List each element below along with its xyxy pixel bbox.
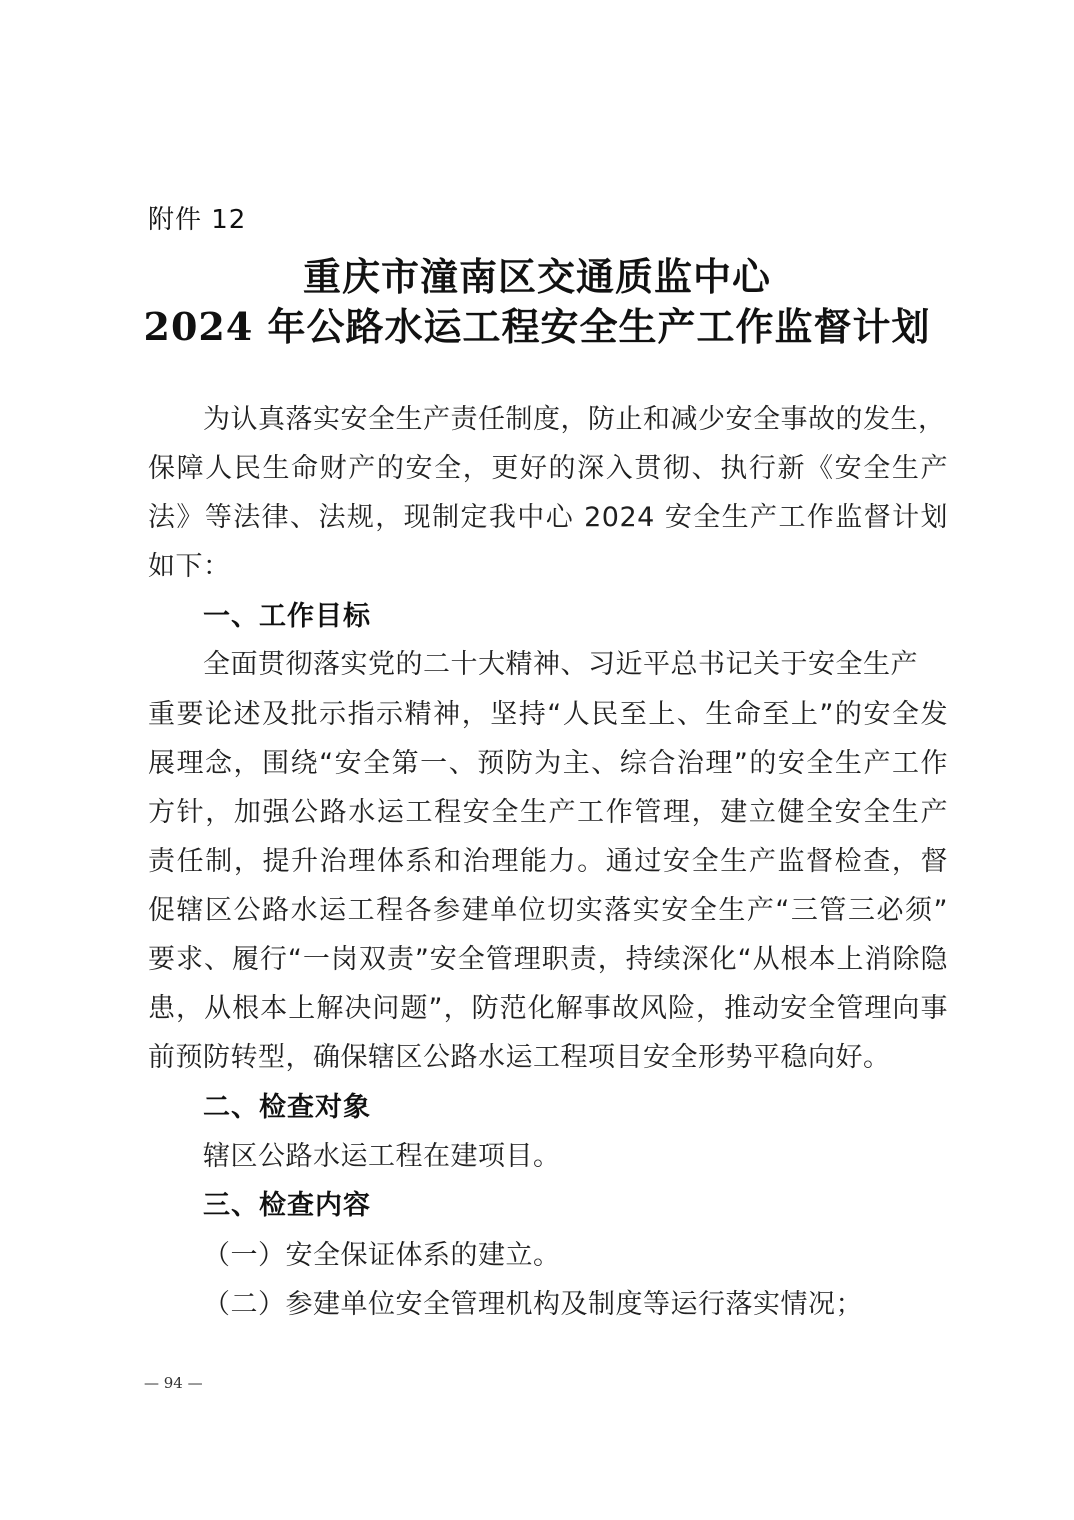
intro-line-2: 保障人民生命财产的安全，更好的深入贯彻、执行新《安全生产	[148, 453, 948, 484]
page-number: — 94 —	[144, 1374, 203, 1392]
section-1-line-4: 方针，加强公路水运工程安全生产工作管理，建立健全安全生产	[148, 797, 948, 828]
attachment-label: 附件 12	[148, 205, 247, 235]
section-1-line-3: 展理念，围绕“安全第一、预防为主、综合治理”的安全生产工作	[148, 748, 948, 779]
document-title-line-1: 重庆市潼南区交通质监中心	[302, 254, 771, 299]
section-2-line-1: 辖区公路水运工程在建项目。	[203, 1141, 561, 1172]
intro-line-1: 为认真落实安全生产责任制度，防止和减少安全事故的发生，	[203, 404, 946, 435]
section-2-heading: 二、检查对象	[203, 1092, 371, 1123]
section-1-line-6: 促辖区公路水运工程各参建单位切实落实安全生产“三管三必须”	[148, 895, 948, 926]
section-1-line-2: 重要论述及批示指示精神，坚持“人民至上、生命至上”的安全发	[148, 699, 948, 730]
section-1-line-8: 患，从根本上解决问题”，防范化解事故风险，推动安全管理向事	[148, 993, 948, 1024]
section-3-item-2: （二）参建单位安全管理机构及制度等运行落实情况；	[203, 1289, 863, 1320]
section-1-line-1: 全面贯彻落实党的二十大精神、习近平总书记关于安全生产	[203, 649, 918, 680]
intro-line-4: 如下：	[148, 551, 231, 582]
section-3-item-1: （一）安全保证体系的建立。	[203, 1240, 561, 1271]
document-title-line-2: 2024 年公路水运工程安全生产工作监督计划	[143, 304, 931, 349]
section-3-heading: 三、检查内容	[203, 1190, 371, 1221]
section-1-line-9: 前预防转型，确保辖区公路水运工程项目安全形势平稳向好。	[148, 1042, 891, 1073]
section-1-line-7: 要求、履行“一岗双责”安全管理职责，持续深化“从根本上消除隐	[148, 944, 948, 975]
section-1-line-5: 责任制，提升治理体系和治理能力。通过安全生产监督检查，督	[148, 846, 948, 877]
intro-line-3: 法》等法律、法规，现制定我中心 2024 安全生产工作监督计划	[148, 502, 948, 533]
section-1-heading: 一、工作目标	[203, 601, 371, 632]
